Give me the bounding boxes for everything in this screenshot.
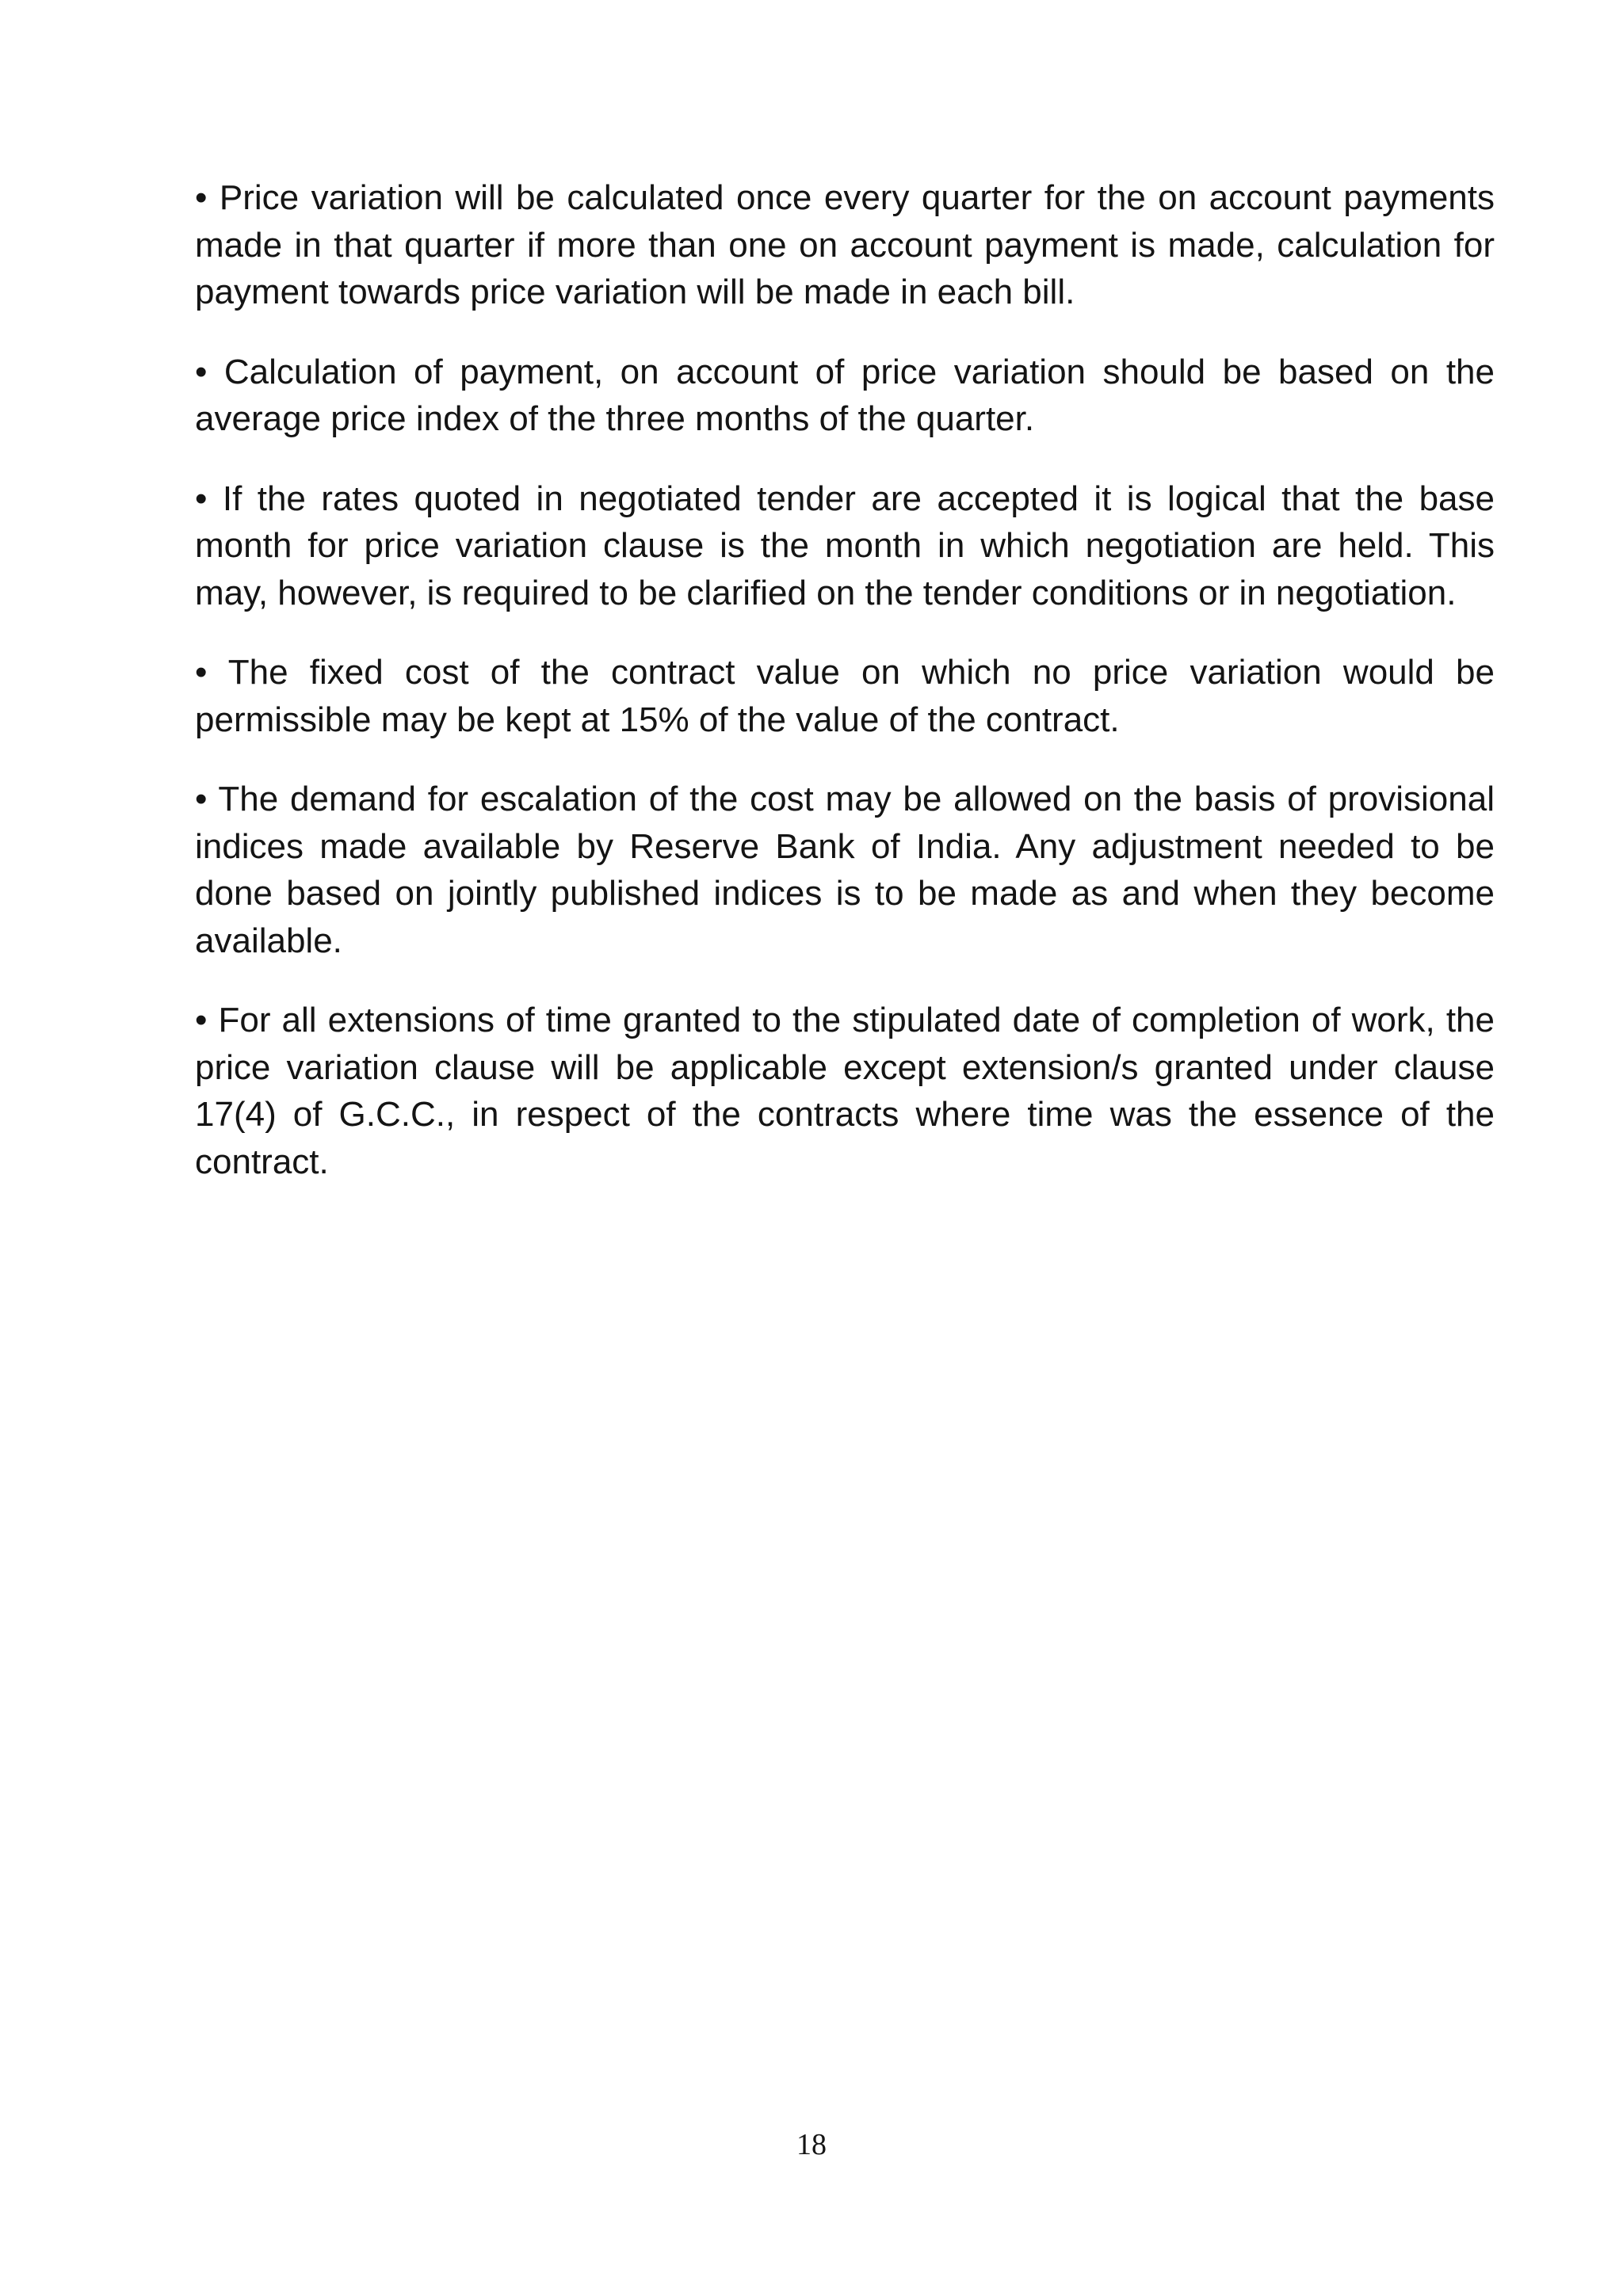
bullet-symbol: • (195, 479, 208, 518)
paragraph-text: Price variation will be calculated once every quarter for the on account payments made in that quarter if more than one on account payment is made, calculation for payment towards price variation will be made in each bill. (195, 178, 1495, 311)
document-body (195, 174, 1495, 1218)
bullet-symbol: • (195, 653, 208, 692)
bullet-symbol: • (195, 352, 208, 391)
bullet-symbol: • (195, 1001, 208, 1039)
bullet-paragraph-5 (195, 776, 1495, 964)
bullet-paragraph-3 (195, 475, 1495, 617)
paragraph-text: If the rates quoted in negotiated tender are accepted it is logical that the base month for price variation clause is the month in which negotiation are held. This may, however, is required to be clarified on the tender conditions or in negotiation. (195, 479, 1495, 612)
paragraph-text: Calculation of payment, on account of price variation should be based on the average price index of the three months of the quarter. (195, 352, 1495, 438)
bullet-paragraph-6 (195, 997, 1495, 1185)
bullet-paragraph-2 (195, 349, 1495, 443)
bullet-symbol: • (195, 780, 208, 818)
paragraph-text: For all extensions of time granted to the stipulated date of completion of work, the price variation clause will be applicable except extension/s granted under clause 17(4) of G.C.C., in respect of the contracts where time was the essence of the contract. (195, 1001, 1495, 1181)
paragraph-text: The fixed cost of the contract value on which no price variation would be permissible may be kept at 15% of the value of the contract. (195, 653, 1495, 739)
bullet-paragraph-4 (195, 649, 1495, 743)
bullet-paragraph-1 (195, 174, 1495, 316)
bullet-symbol: • (195, 178, 208, 217)
page-number: 18 (796, 2128, 827, 2161)
paragraph-text: The demand for escalation of the cost may be allowed on the basis of provisional indices made available by Reserve Bank of India. Any adjustment needed to be done based on jointly published indices is to be made as and when they become available. (195, 780, 1495, 960)
